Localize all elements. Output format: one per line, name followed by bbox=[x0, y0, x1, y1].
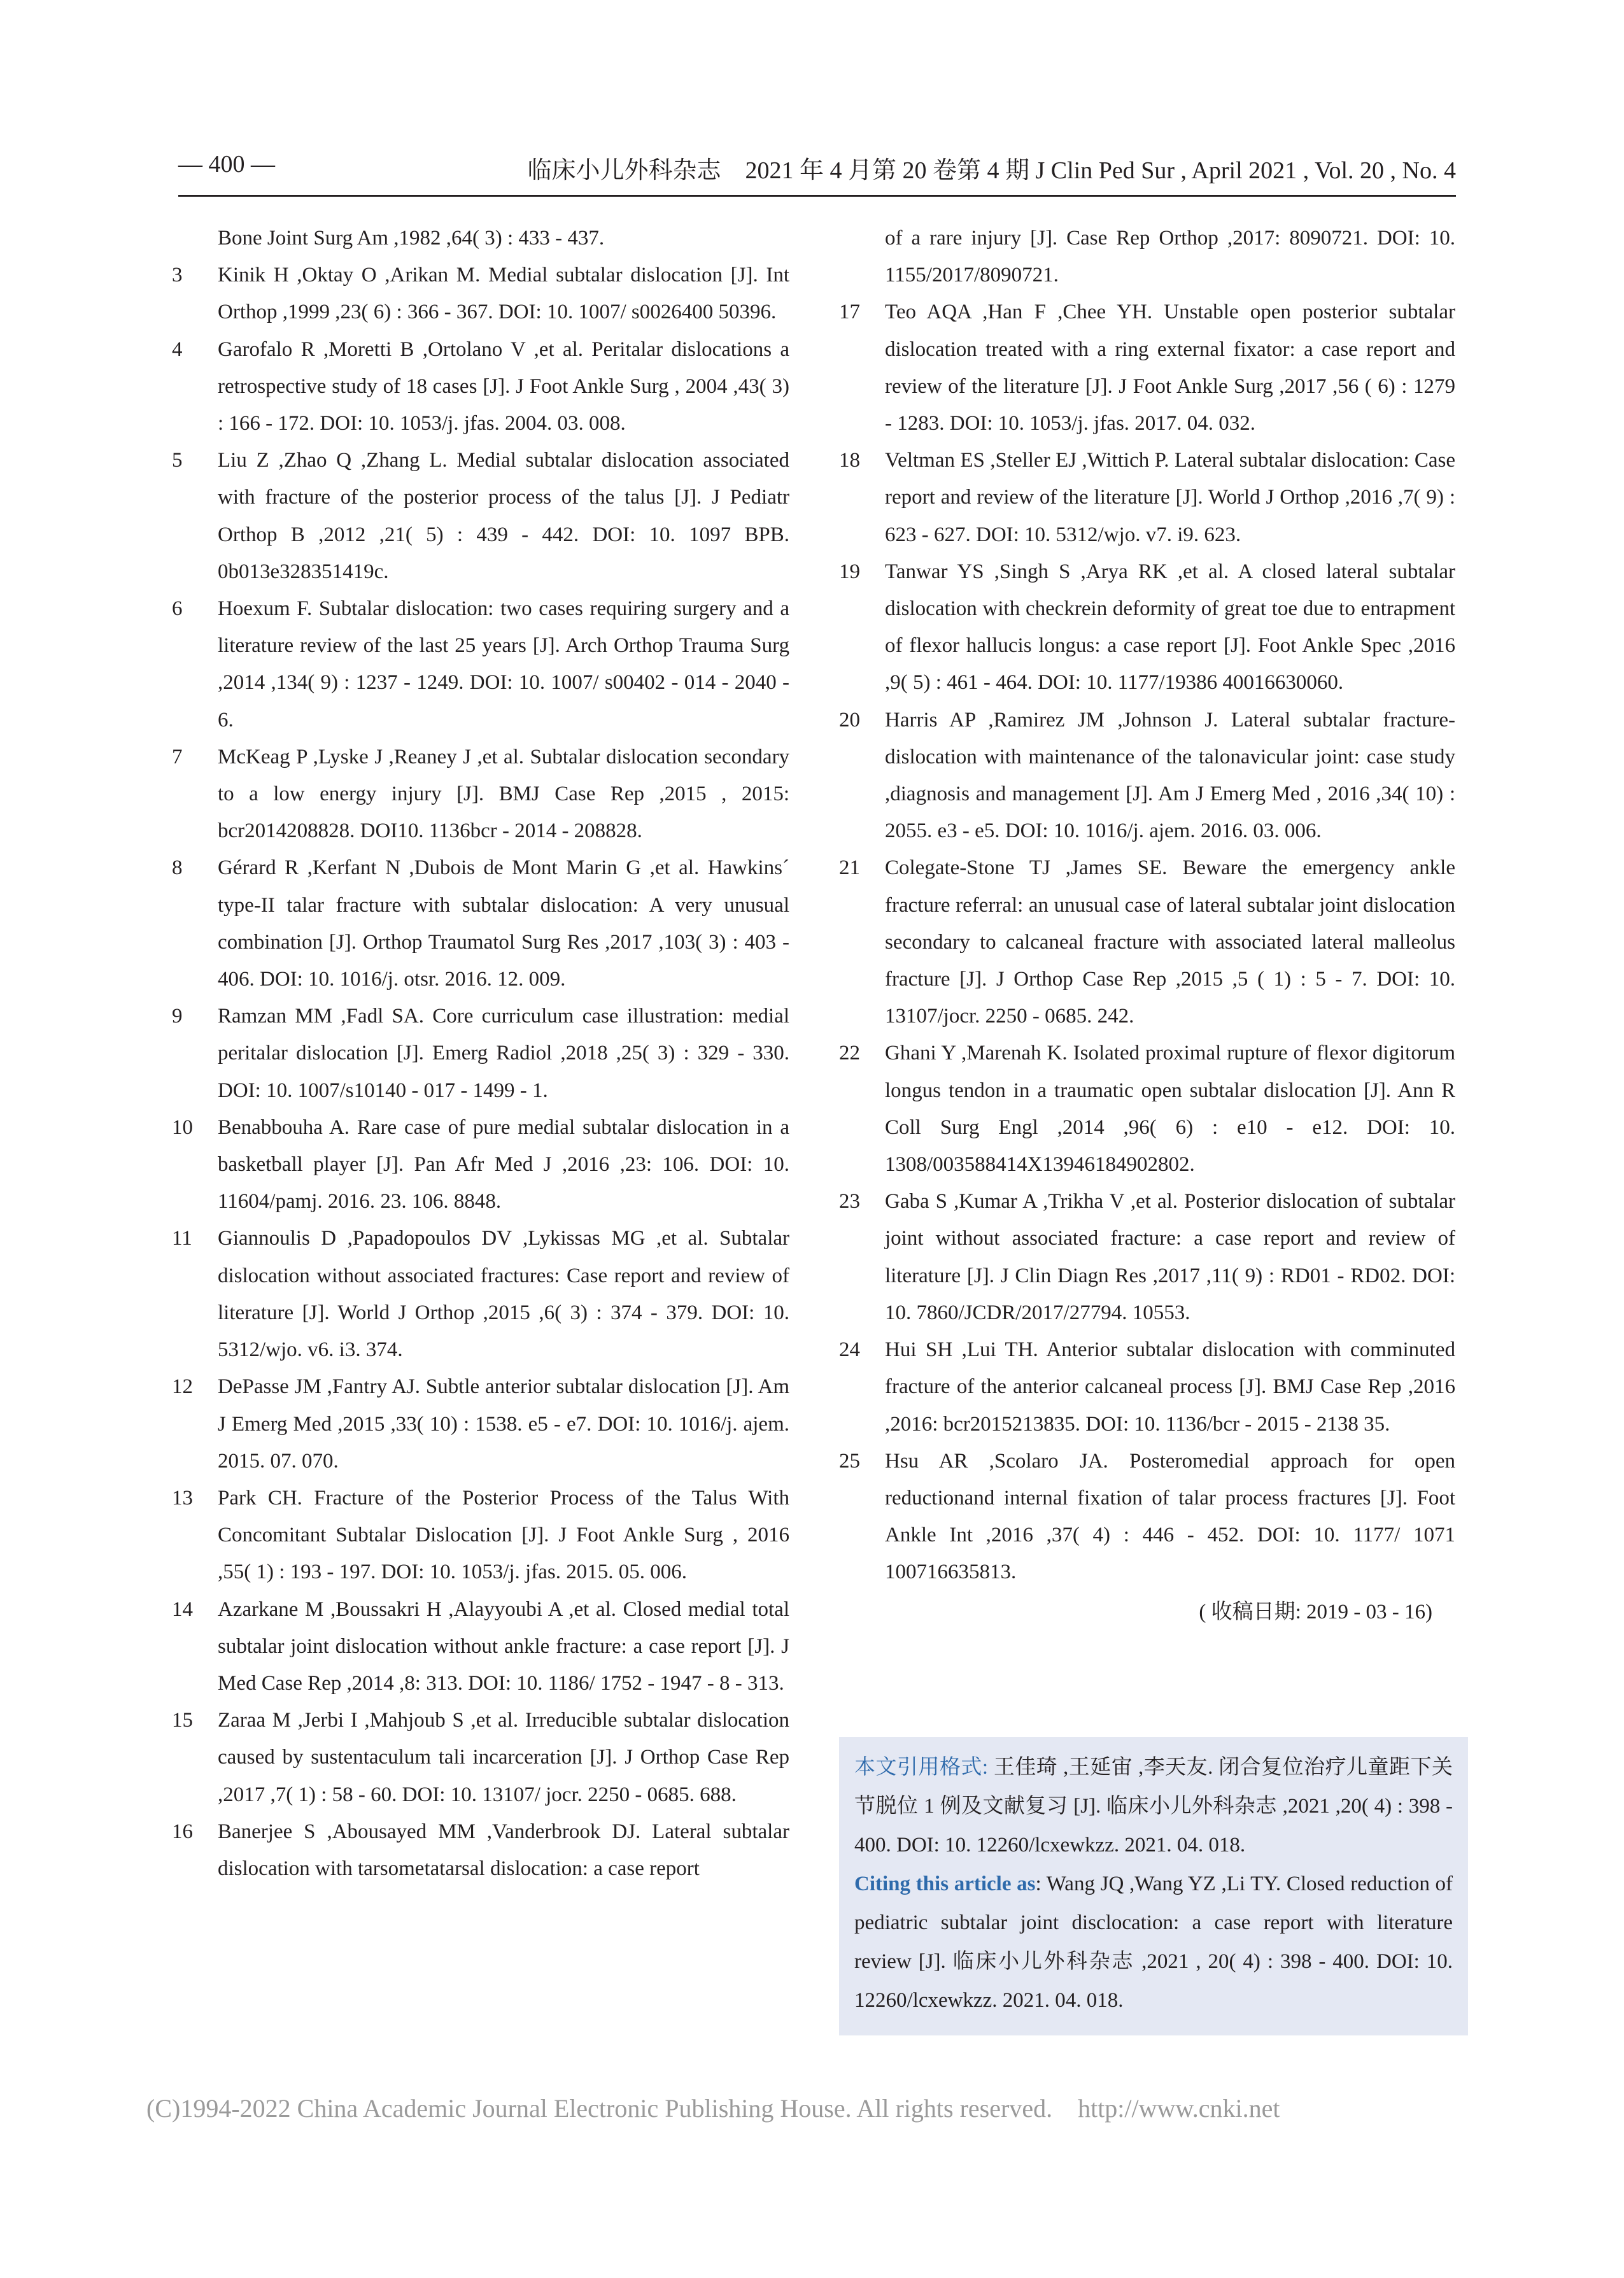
header-rule bbox=[178, 195, 1456, 197]
reference-number: 16 bbox=[172, 1820, 193, 1843]
reference-item bbox=[172, 998, 789, 1109]
citation-label-cn: 本文引用格式: bbox=[854, 1756, 989, 1779]
reference-number: 6 bbox=[172, 597, 183, 621]
reference-item bbox=[172, 1368, 789, 1480]
reference-item bbox=[839, 849, 1455, 1035]
reference-item bbox=[839, 553, 1455, 702]
reference-number: 8 bbox=[172, 856, 183, 880]
citation-text-en: : Wang JQ ,Wang YZ ,Li TY. Closed reduction of pediatric subtalar joint disclocation: a case report with literature review [J]. 临床小儿外科杂志 ,2021 , 20( 4) : 398 - 400. DOI: 10. 12260/lcxewkzz. 2021. 04. 018. bbox=[854, 1872, 1453, 2012]
reference-item bbox=[172, 331, 789, 442]
copyright-footer bbox=[146, 2093, 1280, 2123]
reference-text: Tanwar YS ,Singh S ,Arya RK ,et al. A closed lateral subtalar dislocation with checkrein deformity of great toe due to entrapment of flexor hallucis longus: a case report [J]. Foot Ankle Spec ,2016 ,9( 5) : 461 - 464. DOI: 10. 1177/19386 40016630060. bbox=[885, 560, 1455, 695]
reference-list-right bbox=[839, 220, 1455, 1631]
reference-number: 11 bbox=[172, 1227, 192, 1250]
reference-text: Teo AQA ,Han F ,Chee YH. Unstable open posterior subtalar dislocation treated with a ring external fixator: a case report and review of the literature [J]. J Foot Ankle Surg ,2017 ,56 ( 6) : 1279 - 1283. DOI: 10. 1053/j. jfas. 2017. 04. 032. bbox=[885, 301, 1455, 435]
reference-item bbox=[839, 1331, 1455, 1443]
reference-text: Liu Z ,Zhao Q ,Zhang L. Medial subtalar dislocation associated with fracture of the posterior process of the talus [J]. J Pediatr Orthop B ,2012 ,21( 5) : 439 - 442. DOI: 10. 1097 BPB. 0b013e328351419c. bbox=[218, 449, 789, 583]
reference-item bbox=[172, 1109, 789, 1220]
reference-item bbox=[839, 1443, 1455, 1591]
citation-text-cn: 王佳琦 ,王延宙 ,李天友. 闭合复位治疗儿童距下关节脱位 1 例及文献复习 [J]. 临床小儿外科杂志 ,2021 ,20( 4) : 398 - 400. DOI: 10. 12260/lcxewkzz. 2021. 04. 018. bbox=[854, 1756, 1453, 1857]
reference-item bbox=[839, 220, 1455, 294]
reference-item bbox=[172, 1813, 789, 1887]
reference-text: Veltman ES ,Steller EJ ,Wittich P. Lateral subtalar dislocation: Case report and review of the literature [J]. World J Orthop ,2016 ,7( 9) : 623 - 627. DOI: 10. 5312/wjo. v7. i9. 623. bbox=[885, 449, 1455, 546]
reference-item bbox=[172, 1702, 789, 1813]
received-date: ( 收稿日期: 2019 - 03 - 16) bbox=[1199, 1600, 1432, 1624]
reference-text: Hsu AR ,Scolaro JA. Posteromedial approach for open reductionand internal fixation of talar process fractures [J]. Foot Ankle Int ,2016 ,37( 4) : 446 - 452. DOI: 10. 1177/ 1071 100716635813. bbox=[885, 1449, 1455, 1584]
reference-text: Giannoulis D ,Papadopoulos DV ,Lykissas MG ,et al. Subtalar dislocation without associated fractures: Case report and review of literature [J]. World J Orthop ,2015 ,6( 3) : 374 - 379. DOI: 10. 5312/wjo. v6. i3. 374. bbox=[218, 1227, 789, 1362]
reference-number: 17 bbox=[839, 301, 860, 324]
reference-text: Garofalo R ,Moretti B ,Ortolano V ,et al. Peritalar dislocations a retrospective study of 18 cases [J]. J Foot Ankle Surg , 2004 ,43( 3) : 166 - 172. DOI: 10. 1053/j. jfas. 2004. 03. 008. bbox=[218, 337, 789, 435]
reference-text: Colegate-Stone TJ ,James SE. Beware the emergency ankle fracture referral: an unusual case of lateral subtalar joint dislocation secondary to calcaneal fracture with associated lateral malleolus fracture [J]. J Orthop Case Rep ,2015 ,5 ( 1) : 5 - 7. DOI: 10. 13107/jocr. 2250 - 0685. 242. bbox=[885, 856, 1455, 1028]
reference-number: 13 bbox=[172, 1486, 193, 1510]
reference-item bbox=[172, 220, 789, 257]
reference-number: 15 bbox=[172, 1709, 193, 1732]
reference-item bbox=[172, 257, 789, 330]
reference-number: 24 bbox=[839, 1338, 860, 1362]
reference-text: Azarkane M ,Boussakri H ,Alayyoubi A ,et al. Closed medial total subtalar joint dislocation without ankle fracture: a case report [J]. J Med Case Rep ,2014 ,8: 313. DOI: 10. 1186/ 1752 - 1947 - 8 - 313. bbox=[218, 1597, 789, 1695]
reference-item bbox=[172, 442, 789, 590]
reference-number: 21 bbox=[839, 856, 860, 880]
reference-item bbox=[839, 442, 1455, 553]
reference-text: Harris AP ,Ramirez JM ,Johnson J. Lateral subtalar fracture-dislocation with maintenance of the talonavicular joint: case study ,diagnosis and management [J]. Am J Emerg Med , 2016 ,34( 10) : 2055. e3 - e5. DOI: 10. 1016/j. ajem. 2016. 03. 006. bbox=[885, 708, 1455, 843]
reference-item bbox=[172, 739, 789, 850]
reference-text: Ramzan MM ,Fadl SA. Core curriculum case illustration: medial peritalar dislocation [J]. Emerg Radiol ,2018 ,25( 3) : 329 - 330. DOI: 10. 1007/s10140 - 017 - 1499 - 1. bbox=[218, 1005, 789, 1102]
reference-item bbox=[839, 1035, 1455, 1183]
cnki-url[interactable]: http://www.cnki.net bbox=[1078, 2094, 1280, 2123]
citation-box bbox=[839, 1737, 1468, 2035]
reference-item bbox=[172, 1220, 789, 1368]
reference-number: 7 bbox=[172, 745, 183, 768]
reference-number: 10 bbox=[172, 1115, 193, 1139]
reference-item bbox=[839, 702, 1455, 850]
reference-text: Benabbouha A. Rare case of pure medial subtalar dislocation in a basketball player [J]. Pan Afr Med J ,2016 ,23: 106. DOI: 10. 11604/pamj. 2016. 23. 106. 8848. bbox=[218, 1115, 789, 1213]
reference-number: 18 bbox=[839, 449, 860, 472]
reference-text: Gérard R ,Kerfant N ,Dubois de Mont Marin G ,et al. Hawkins´ type-II talar fracture with subtalar dislocation: A very unusual combination [J]. Orthop Traumatol Surg Res ,2017 ,103( 3) : 403 - 406. DOI: 10. 1016/j. otsr. 2016. 12. 009. bbox=[218, 856, 789, 991]
reference-number: 12 bbox=[172, 1375, 193, 1399]
reference-text: Zaraa M ,Jerbi I ,Mahjoub S ,et al. Irreducible subtalar dislocation caused by sustentaculum tali incarceration [J]. J Orthop Case Rep ,2017 ,7( 1) : 58 - 60. DOI: 10. 13107/ jocr. 2250 - 0685. 688. bbox=[218, 1709, 789, 1806]
page-number: — 400 — bbox=[178, 151, 275, 178]
reference-text: McKeag P ,Lyske J ,Reaney J ,et al. Subtalar dislocation secondary to a low energy injury [J]. BMJ Case Rep ,2015 , 2015: bcr2014208828. DOI10. 1136bcr - 2014 - 208828. bbox=[218, 745, 789, 843]
reference-text: Gaba S ,Kumar A ,Trikha V ,et al. Posterior dislocation of subtalar joint without associated fracture: a case report and review of literature [J]. J Clin Diagn Res ,2017 ,11( 9) : RD01 - RD02. DOI: 10. 7860/JCDR/2017/27794. 10553. bbox=[885, 1190, 1455, 1324]
reference-text: of a rare injury [J]. Case Rep Orthop ,2017: 8090721. DOI: 10. 1155/2017/8090721. bbox=[885, 227, 1455, 287]
reference-text: Hoexum F. Subtalar dislocation: two cases requiring surgery and a literature review of the last 25 years [J]. Arch Orthop Trauma Surg ,2014 ,134( 9) : 1237 - 1249. DOI: 10. 1007/ s00402 - 014 - 2040 - 6. bbox=[218, 597, 789, 732]
reference-item bbox=[839, 294, 1455, 442]
reference-text: Bone Joint Surg Am ,1982 ,64( 3) : 433 - 437. bbox=[218, 227, 605, 250]
reference-number: 14 bbox=[172, 1597, 193, 1621]
reference-item bbox=[839, 1183, 1455, 1331]
reference-item bbox=[172, 849, 789, 998]
reference-number: 25 bbox=[839, 1449, 860, 1473]
reference-text: Park CH. Fracture of the Posterior Process of the Talus With Concomitant Subtalar Dislocation [J]. J Foot Ankle Surg , 2016 ,55( 1) : 193 - 197. DOI: 10. 1053/j. jfas. 2015. 05. 006. bbox=[218, 1486, 789, 1584]
journal-header: 临床小儿外科杂志 2021 年 4 月第 20 卷第 4 期 J Clin Ped Sur , April 2021 , Vol. 20 , No. 4 bbox=[527, 157, 1456, 184]
reference-number: 19 bbox=[839, 560, 860, 583]
reference-item bbox=[172, 590, 789, 739]
reference-text: Hui SH ,Lui TH. Anterior subtalar dislocation with comminuted fracture of the anterior calcaneal process [J]. BMJ Case Rep ,2016 ,2016: bcr2015213835. DOI: 10. 1136/bcr - 2015 - 2138 35. bbox=[885, 1338, 1455, 1436]
reference-number: 4 bbox=[172, 337, 183, 361]
copyright-text: (C)1994-2022 China Academic Journal Electronic Publishing House. All rights reserved. bbox=[146, 2094, 1053, 2123]
reference-number: 5 bbox=[172, 449, 183, 472]
reference-list-left bbox=[172, 220, 789, 1887]
reference-number: 20 bbox=[839, 708, 860, 732]
reference-text: DePasse JM ,Fantry AJ. Subtle anterior subtalar dislocation [J]. Am J Emerg Med ,2015 ,33( 10) : 1538. e5 - e7. DOI: 10. 1016/j. ajem. 2015. 07. 070. bbox=[218, 1375, 789, 1473]
reference-number: 9 bbox=[172, 1005, 183, 1028]
reference-number: 23 bbox=[839, 1190, 860, 1213]
reference-item bbox=[172, 1591, 789, 1702]
reference-item bbox=[172, 1480, 789, 1591]
reference-text: Kinik H ,Oktay O ,Arikan M. Medial subtalar dislocation [J]. Int Orthop ,1999 ,23( 6) : 366 - 367. DOI: 10. 1007/ s0026400 50396. bbox=[218, 264, 789, 324]
reference-text: Banerjee S ,Abousayed MM ,Vanderbrook DJ. Lateral subtalar dislocation with tarsometatarsal dislocation: a case report bbox=[218, 1820, 789, 1880]
reference-text: Ghani Y ,Marenah K. Isolated proximal rupture of flexor digitorum longus tendon in a traumatic open subtalar dislocation [J]. Ann R Coll Surg Engl ,2014 ,96( 6) : e10 - e12. DOI: 10. 1308/003588414X13946184902802. bbox=[885, 1042, 1455, 1177]
reference-number: 3 bbox=[172, 264, 183, 287]
citation-label-en: Citing this article as bbox=[854, 1872, 1036, 1895]
reference-number: 22 bbox=[839, 1042, 860, 1065]
